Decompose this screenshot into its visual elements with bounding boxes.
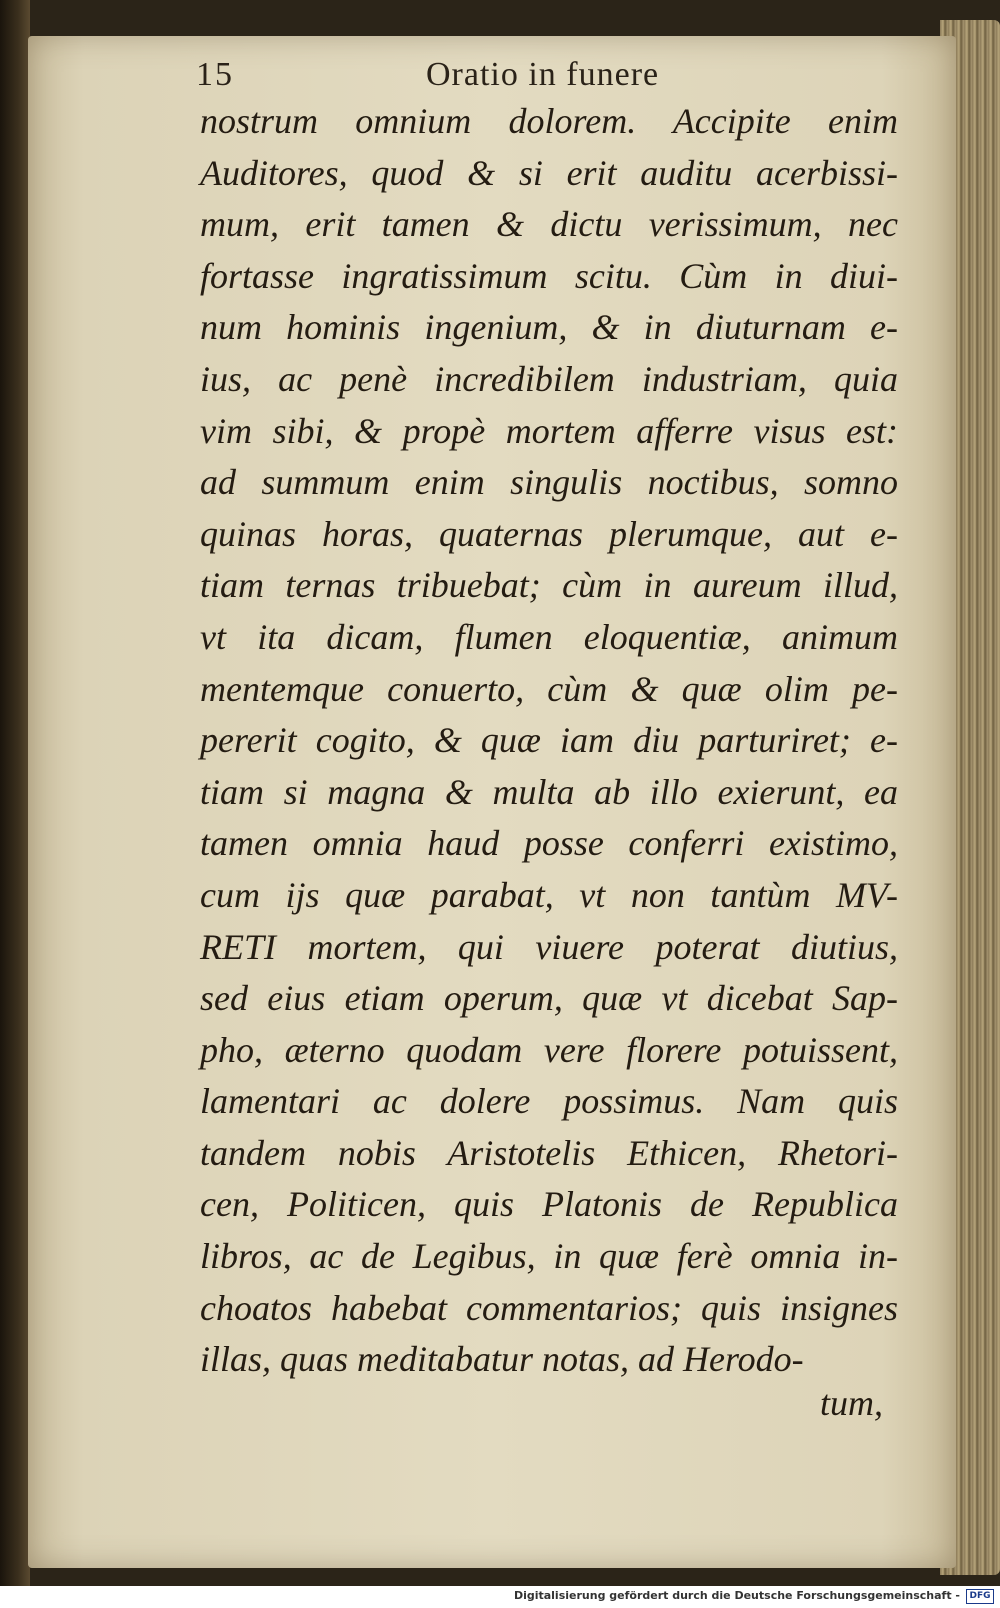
- text-line: vt ita dicam, flumen eloquentiæ, animum: [200, 616, 898, 657]
- text-line: cum ijs quæ parabat, vt non tantùm MV-: [200, 874, 898, 915]
- text-line: cen, Politicen, quis Platonis de Republica: [200, 1184, 898, 1225]
- text-line: quinas horas, quaternas plerumque, aut e-: [200, 513, 898, 554]
- running-head: [196, 56, 896, 100]
- text-line: vim sibi, & propè mortem afferre visus est:: [200, 410, 898, 451]
- text-line: pho, æterno quodam vere florere potuissent,: [200, 1029, 898, 1070]
- text-line: RETI mortem, qui viuere poterat diutius,: [200, 926, 898, 967]
- text-line: pererit cogito, & quæ iam diu parturiret; e-: [200, 720, 898, 761]
- body-text: [200, 96, 898, 1386]
- text-line: sed eius etiam operum, quæ vt dicebat Sap-: [200, 978, 898, 1019]
- text-line: tiam si magna & multa ab illo exierunt, ea: [200, 771, 898, 812]
- text-line: libros, ac de Legibus, in quæ ferè omnia in-: [200, 1236, 898, 1277]
- text-line: tiam ternas tribuebat; cùm in aureum illud,: [200, 565, 898, 606]
- text-line: illas, quas meditabatur notas, ad Herodo-: [200, 1339, 804, 1380]
- footer: [0, 1586, 1000, 1608]
- dfg-logo: DFG: [966, 1589, 994, 1604]
- text-line: ius, ac penè incredibilem industriam, quia: [200, 358, 898, 399]
- footer-credit: Digitalisierung gefördert durch die Deutsche Forschungsgemeinschaft -: [513, 1589, 960, 1602]
- text-line: mum, erit tamen & dictu verissimum, nec: [200, 204, 898, 245]
- text-line: lamentari ac dolere possimus. Nam quis: [200, 1081, 898, 1122]
- text-line: mentemque conuerto, cùm & quæ olim pe-: [200, 668, 898, 709]
- text-line: nostrum omnium dolorem. Accipite enim: [200, 101, 898, 141]
- text-line: Auditores, quod & si erit auditu acerbissi-: [200, 152, 898, 193]
- catchword: tum,: [820, 1383, 883, 1423]
- text-line: choatos habebat commentarios; quis insignes: [200, 1287, 898, 1328]
- page-number: 15: [196, 56, 234, 93]
- running-title: Oratio in funere: [426, 56, 660, 93]
- text-line: tamen omnia haud posse conferri existimo,: [200, 823, 898, 864]
- text-line: tandem nobis Aristotelis Ethicen, Rhetori-: [200, 1132, 898, 1173]
- text-line: num hominis ingenium, & in diuturnam e-: [200, 307, 898, 348]
- text-line: fortasse ingratissimum scitu. Cùm in diui-: [200, 255, 898, 296]
- book-gutter: [0, 0, 30, 1586]
- text-line: ad summum enim singulis noctibus, somno: [200, 462, 898, 503]
